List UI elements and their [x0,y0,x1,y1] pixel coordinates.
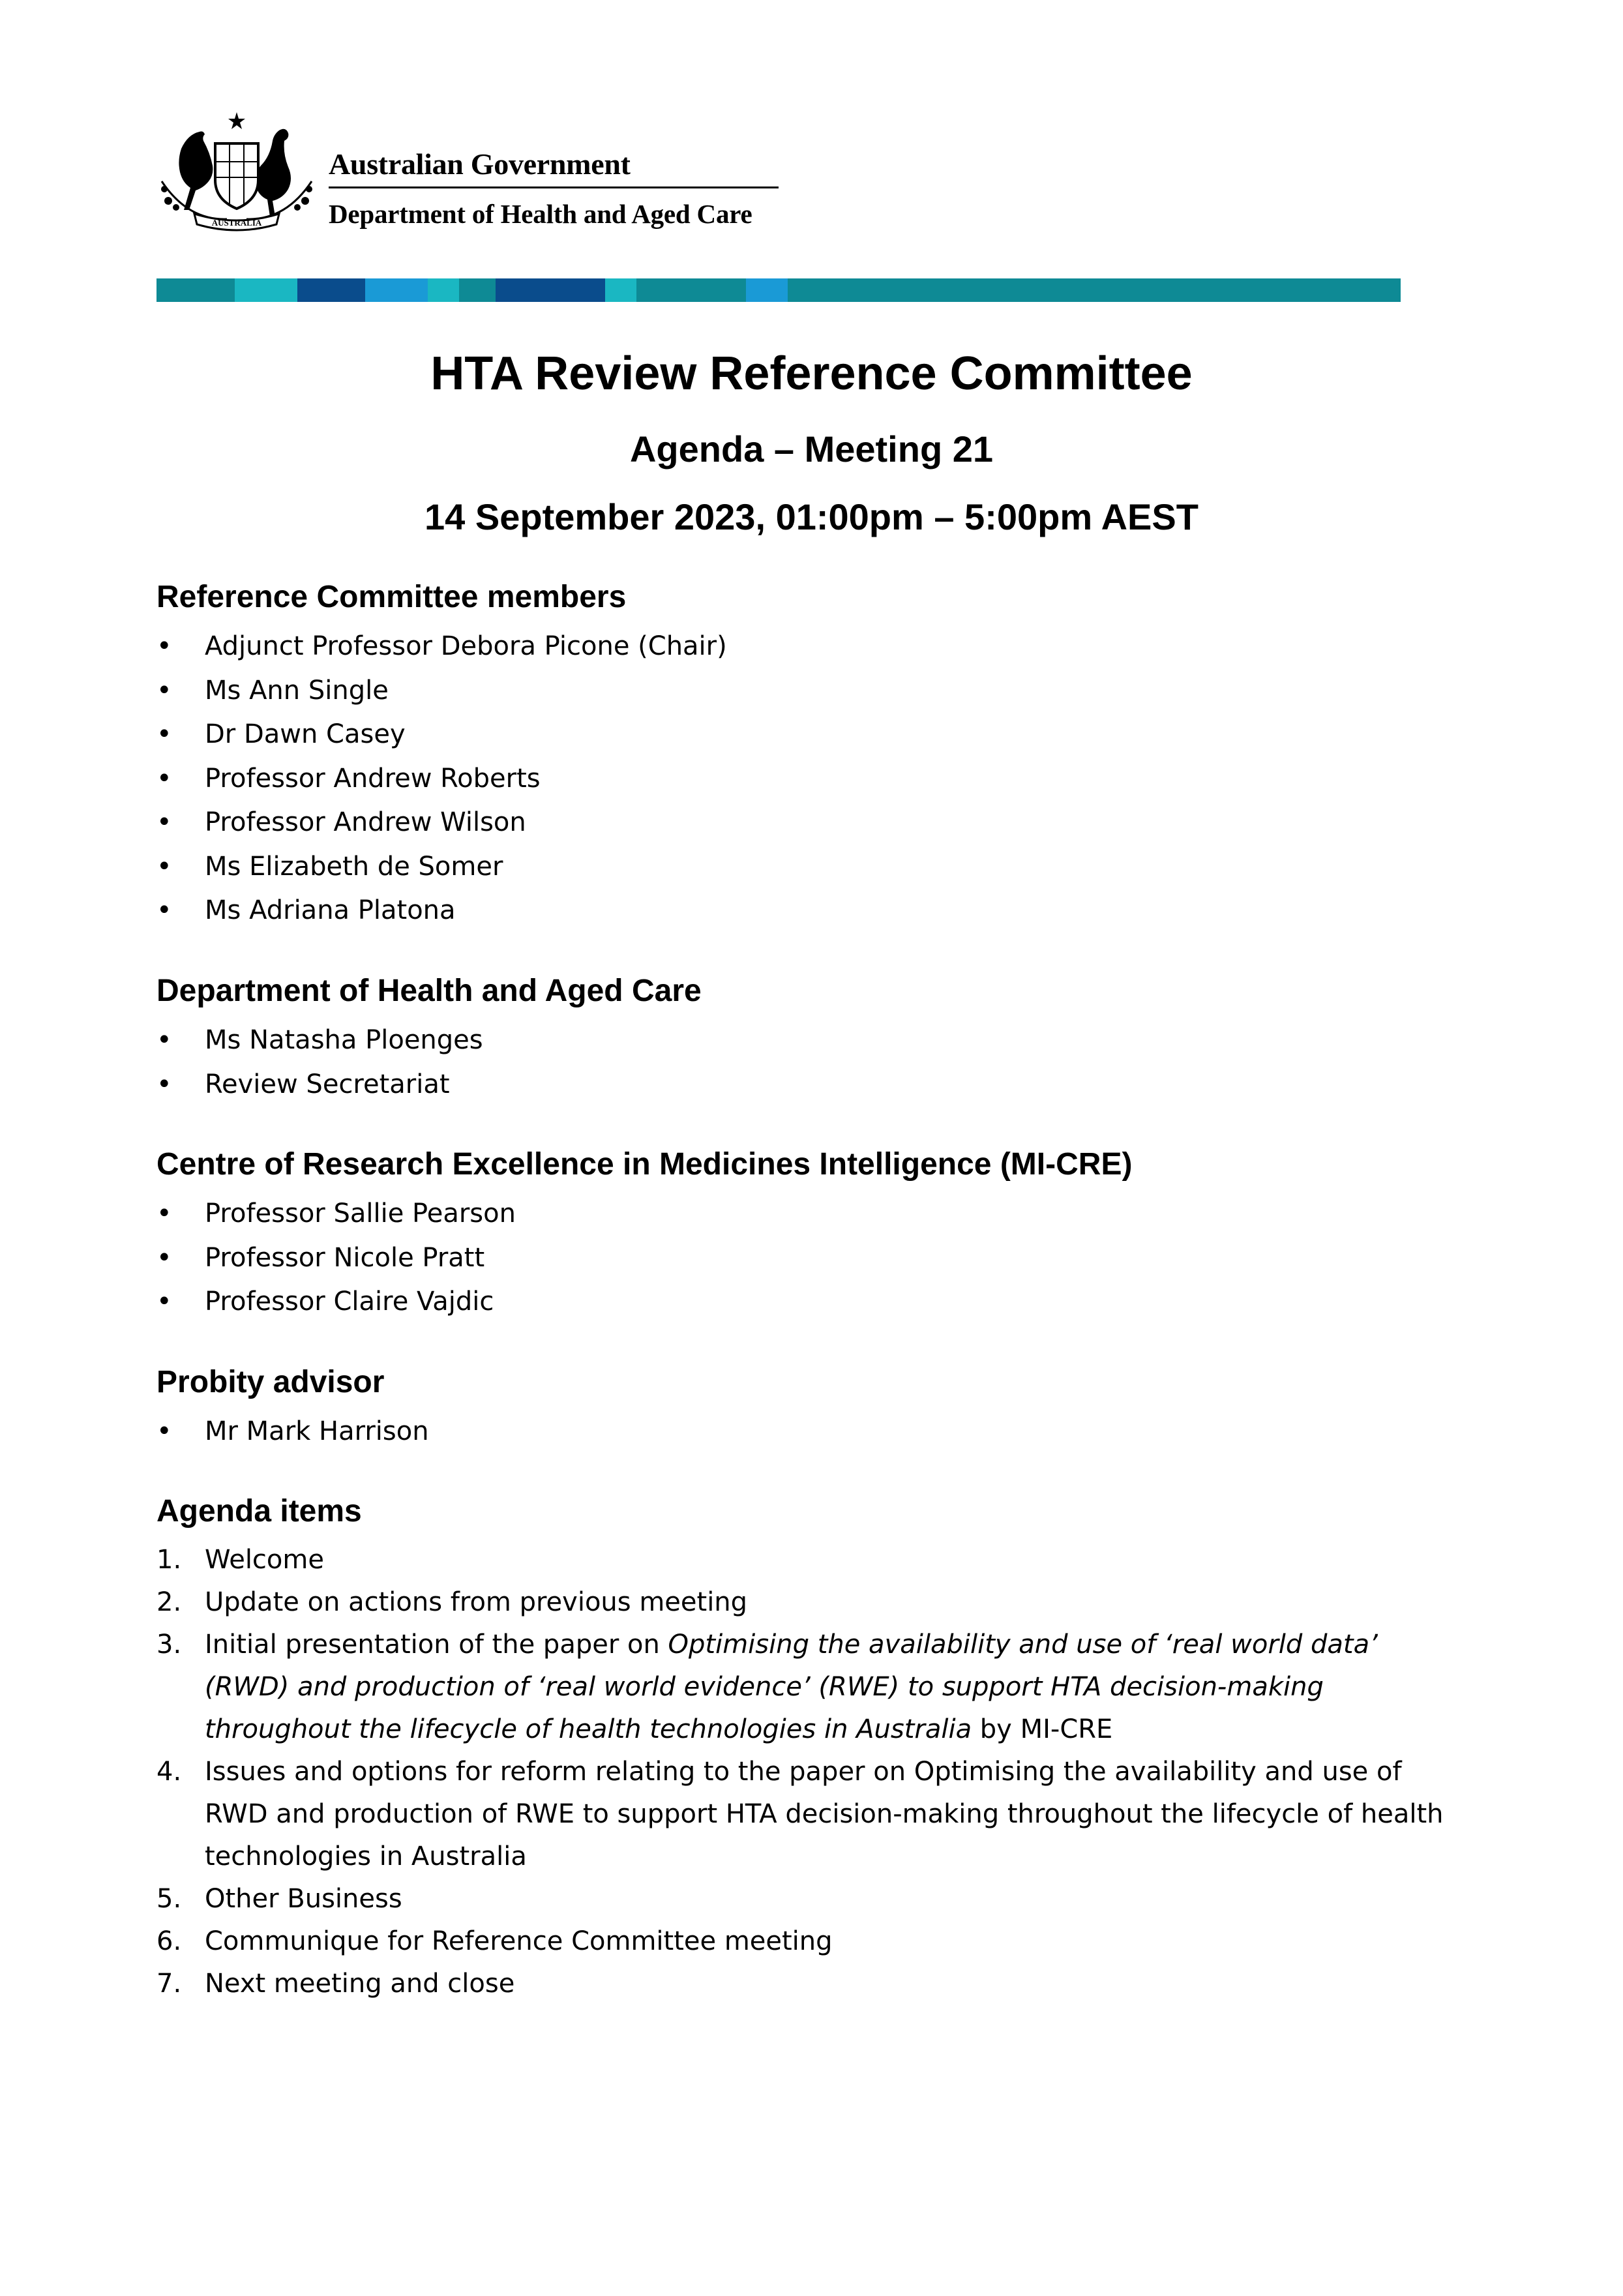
stripe-segment [746,278,788,302]
section-heading: Department of Health and Aged Care [156,974,702,1008]
stripe-segment [496,278,605,302]
agenda-number: 5. [156,1884,182,1914]
wordmark-divider [329,186,779,188]
section-committee-members [156,576,1467,933]
mi-cre-list [156,1192,1467,1324]
agenda-list [156,1539,1467,2005]
stripe-segment [605,278,636,302]
agenda-number: 1. [156,1545,182,1575]
section-department [156,970,1467,1107]
agenda-number: 7. [156,1969,182,1999]
section-heading: Probity advisor [156,1365,385,1399]
section-heading: Centre of Research Excellence in Medicines Intelligence (MI-CRE) [156,1147,1133,1182]
stripe-segment [636,278,746,302]
agenda-text: Other Business [205,1884,402,1914]
government-name: Australian Government [329,147,631,181]
agenda-text: Next meeting and close [205,1969,515,1999]
agenda-text-post: by MI-CRE [972,1714,1113,1744]
agenda-item [156,1878,1467,1920]
agenda-text: Update on actions from previous meeting [205,1587,748,1617]
section-agenda-items [156,1491,1467,2005]
department-list [156,1019,1467,1107]
stripe-segment [156,278,235,302]
list-item: • Ms Adriana Platona [156,889,1467,933]
agenda-text: Welcome [205,1545,324,1575]
department-wordmark [329,146,779,230]
meeting-datetime: 14 September 2023, 01:00pm – 5:00pm AEST [424,496,1199,537]
header-colour-stripe [156,278,1401,302]
agenda-item [156,1920,1467,1963]
agenda-number: 6. [156,1926,182,1956]
agenda-number: 3. [156,1630,182,1660]
coat-of-arms-icon [155,110,318,232]
list-item: • Adjunct Professor Debora Picone (Chair) [156,625,1467,669]
agenda-number: 4. [156,1757,182,1787]
page-title: HTA Review Reference Committee [430,348,1193,400]
meeting-subtitle: Agenda – Meeting 21 [629,428,994,470]
crest-scroll-label: AUSTRALIA [211,218,262,228]
section-probity-advisor [156,1362,1467,1454]
stripe-segment [428,278,459,302]
list-item: • Ms Ann Single [156,669,1467,713]
section-heading: Agenda items [156,1494,362,1528]
section-heading: Reference Committee members [156,580,627,614]
agenda-text-pre: Initial presentation of the paper on [205,1630,668,1660]
agenda-item [156,1539,1467,1581]
agenda-number: 2. [156,1587,182,1617]
agenda-item [156,1624,1467,1751]
list-item: • Ms Elizabeth de Somer [156,845,1467,889]
department-name: Department of Health and Aged Care [329,199,752,229]
agenda-item [156,1963,1467,2005]
list-item: • Dr Dawn Casey [156,713,1467,757]
list-item: • Professor Andrew Wilson [156,801,1467,845]
list-item: • Professor Nicole Pratt [156,1236,1467,1281]
section-mi-cre [156,1144,1467,1324]
list-item: • Professor Andrew Roberts [156,757,1467,801]
agenda-text: Issues and options for reform relating to the paper on Optimising the availability and use of RWD and production of RWE to support HTA decision-making throughout the lifecycle of health technologies in Australia [205,1757,1444,1871]
list-item: • Mr Mark Harrison [156,1410,1467,1454]
list-item: • Professor Sallie Pearson [156,1192,1467,1236]
list-item: • Review Secretariat [156,1063,1467,1107]
list-item: • Ms Natasha Ploenges [156,1019,1467,1063]
stripe-segment [297,278,365,302]
agenda-text: Communique for Reference Committee meeting [205,1926,833,1956]
stripe-segment [788,278,1401,302]
members-list [156,625,1467,933]
stripe-segment [235,278,297,302]
stripe-segment [459,278,496,302]
agenda-item [156,1581,1467,1624]
list-item: • Professor Claire Vajdic [156,1280,1467,1324]
stripe-segment [365,278,428,302]
paper-title: Optimising the availability and use of ‘real world data’ (RWD) and production of ‘real world evidence’ (RWE) to support HTA decision-making throughout the lifecycle of health technologies in Australia [205,1630,1378,1744]
probity-list [156,1410,1467,1454]
agenda-item [156,1751,1467,1878]
